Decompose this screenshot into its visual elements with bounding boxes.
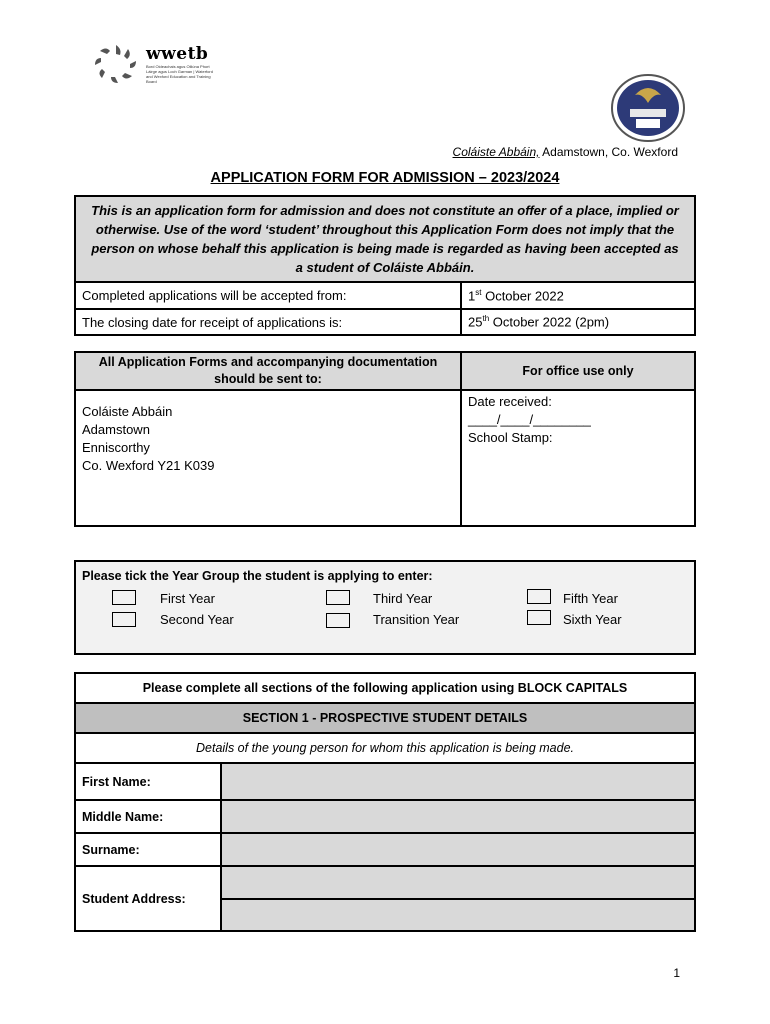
year-group-heading: Please tick the Year Group the student is applying to enter:: [82, 569, 433, 583]
middle-name-input[interactable]: [221, 800, 695, 833]
fifth-year-label: Fifth Year: [563, 591, 618, 606]
section1-table: [74, 672, 696, 932]
date-received-field[interactable]: ____/____/________: [468, 412, 591, 427]
send-to-table: [74, 351, 696, 527]
page-title: APPLICATION FORM FOR ADMISSION – 2023/2024: [210, 170, 560, 186]
first-name-input[interactable]: [221, 763, 695, 800]
fifth-year-checkbox[interactable]: [527, 589, 551, 604]
third-year-label: Third Year: [373, 591, 433, 606]
date-received-label: Date received:: [468, 394, 552, 409]
school-location: Adamstown, Co. Wexford: [539, 145, 678, 159]
school-address-line: [453, 145, 678, 159]
notice-dates-table: [74, 195, 696, 336]
surname-input[interactable]: [221, 833, 695, 866]
close-date-label: The closing date for receipt of applications is:: [75, 309, 461, 335]
first-name-label: First Name:: [75, 763, 221, 800]
address-line: Enniscorthy: [82, 440, 150, 455]
first-year-checkbox[interactable]: [112, 590, 136, 605]
school-crest-icon: [610, 73, 686, 143]
sixth-year-label: Sixth Year: [563, 612, 622, 627]
address-line: Adamstown: [82, 422, 150, 437]
section1-subheading: Details of the young person for whom this application is being made.: [75, 733, 695, 763]
transition-year-checkbox[interactable]: [326, 613, 350, 628]
student-address-label: Student Address:: [75, 866, 221, 931]
transition-year-label: Transition Year: [373, 612, 460, 627]
page-number: 1: [673, 966, 680, 980]
wwetb-logo-icon: [92, 43, 140, 85]
surname-label: Surname:: [75, 833, 221, 866]
block-capitals-instruction: Please complete all sections of the following application using BLOCK CAPITALS: [75, 673, 695, 703]
open-date-value: 1st October 2022: [461, 282, 695, 309]
school-name-link: Coláiste Abbáin,: [452, 145, 540, 159]
notice-text: This is an application form for admission and does not constitute an offer of a place, implied or otherwise. Use of the word ‘student’ throughout this Application Form does not imply that the person on whose behalf this application is being made is regarded as having been accepted as a student of Coláiste Abbáin.: [75, 196, 695, 282]
address-line: Co. Wexford Y21 K039: [82, 458, 215, 473]
logo-text: [146, 44, 216, 84]
office-use-area: [461, 390, 695, 526]
student-address-input-line1[interactable]: [221, 866, 695, 899]
section1-heading: SECTION 1 - PROSPECTIVE STUDENT DETAILS: [75, 703, 695, 733]
open-date-label: Completed applications will be accepted from:: [75, 282, 461, 309]
school-stamp-label: School Stamp:: [468, 430, 553, 445]
year-group-box: [74, 560, 696, 655]
send-to-address: [75, 390, 461, 526]
student-address-input-line2[interactable]: [221, 899, 695, 931]
sixth-year-checkbox[interactable]: [527, 610, 551, 625]
third-year-checkbox[interactable]: [326, 590, 350, 605]
logo-subtitle: Bord Oideachais agus Oiliúna Phort Láirge agus Loch Garman | Waterford and Wexford Education and Training Board: [146, 64, 213, 84]
close-date-value: 25th October 2022 (2pm): [461, 309, 695, 335]
second-year-label: Second Year: [160, 612, 234, 627]
office-use-heading: For office use only: [461, 352, 695, 390]
logo-name: wwetb: [146, 44, 209, 64]
first-year-label: First Year: [160, 591, 215, 606]
address-line: Coláiste Abbáin: [82, 404, 173, 419]
send-to-heading: All Application Forms and accompanying documentation should be sent to:: [75, 352, 461, 390]
second-year-checkbox[interactable]: [112, 612, 136, 627]
middle-name-label: Middle Name:: [75, 800, 221, 833]
